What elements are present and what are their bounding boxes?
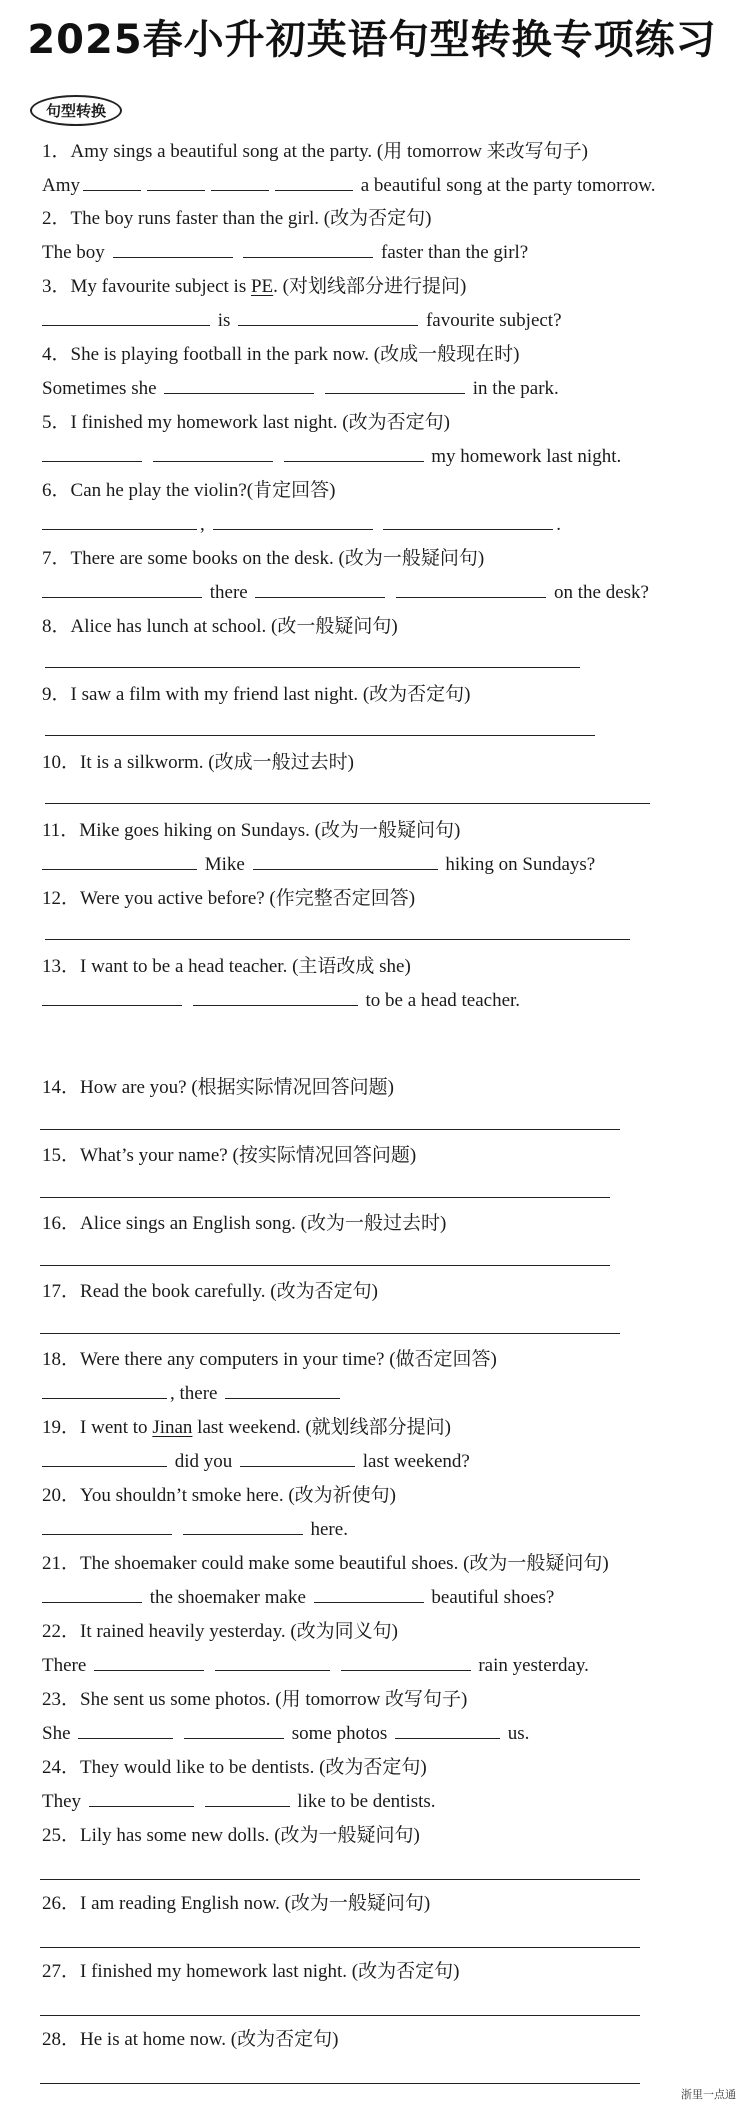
answer-line-22: There rain yesterday. (42, 1655, 589, 1676)
answer-rule-14 (40, 1129, 620, 1130)
answer-rule-25 (40, 1879, 640, 1880)
question-16: 16．Alice sings an English song. (改为一般过去时) (42, 1213, 447, 1234)
answer-rule-28 (40, 2083, 640, 2084)
answer-line-23: She some photos us. (42, 1723, 530, 1744)
answer-rule-17 (40, 1333, 620, 1334)
answer-rule-12 (45, 939, 630, 940)
question-24: 24．They would like to be dentists. (改为否定句) (42, 1757, 427, 1778)
question-28: 28．He is at home now. (改为否定句) (42, 2029, 339, 2050)
question-3: 3．My favourite subject is PE. (对划线部分进行提问) (42, 276, 467, 297)
question-20: 20．You shouldn’t smoke here. (改为祈使句) (42, 1485, 396, 1506)
answer-line-7: there on the desk? (42, 581, 649, 605)
question-1: 1．Amy sings a beautiful song at the party. (用 tomorrow 来改写句子) (42, 141, 589, 162)
question-21: 21．The shoemaker could make some beautiful shoes. (改为一般疑问句) (42, 1553, 609, 1574)
question-18: 18．Were there any computers in your time? (做否定回答) (42, 1349, 497, 1370)
question-7: 7．There are some books on the desk. (改为一般疑问句) (42, 548, 485, 569)
answer-line-11: Mike hiking on Sundays? (42, 853, 595, 877)
footer-watermark: 浙里一点通 (681, 2088, 736, 2101)
answer-rule-15 (40, 1197, 610, 1198)
answer-rule-9 (45, 735, 595, 736)
question-10: 10．It is a silkworm. (改成一般过去时) (42, 752, 354, 773)
question-9: 9．I saw a film with my friend last night. (改为否定句) (42, 684, 471, 705)
question-8: 8．Alice has lunch at school. (改一般疑问句) (42, 616, 398, 637)
answer-line-13: to be a head teacher. (42, 989, 520, 1013)
answer-rule-26 (40, 1947, 640, 1948)
question-13: 13．I want to be a head teacher. (主语改成 she) (42, 956, 411, 977)
answer-line-3: is favourite subject? (42, 309, 562, 333)
page-title: 2025春小升初英语句型转换专项练习 (27, 17, 717, 63)
answer-line-21: the shoemaker make beautiful shoes? (42, 1586, 554, 1610)
question-26: 26．I am reading English now. (改为一般疑问句) (42, 1893, 431, 1914)
answer-line-20: here. (42, 1518, 348, 1542)
question-14: 14．How are you? (根据实际情况回答问题) (42, 1077, 394, 1098)
question-4: 4．She is playing football in the park now. (改成一般现在时) (42, 344, 520, 365)
answer-line-2: The boy faster than the girl? (42, 242, 529, 263)
question-22: 22．It rained heavily yesterday. (改为同义句) (42, 1621, 398, 1642)
section-label: 句型转换 (30, 95, 122, 126)
question-2: 2．The boy runs faster than the girl. (改为否定句) (42, 208, 432, 229)
question-19: 19．I went to Jinan last weekend. (就划线部分提问) (42, 1417, 451, 1438)
answer-rule-27 (40, 2015, 640, 2016)
underlined-word: PE (250, 276, 274, 297)
answer-line-18: , there (42, 1382, 343, 1406)
answer-line-24: They like to be dentists. (42, 1791, 436, 1812)
answer-line-1: Amy a beautiful song at the party tomorrow. (42, 175, 656, 196)
answer-rule-10 (45, 803, 650, 804)
question-12: 12．Were you active before? (作完整否定回答) (42, 888, 416, 909)
question-11: 11．Mike goes hiking on Sundays. (改为一般疑问句) (42, 820, 461, 841)
answer-line-4: Sometimes she in the park. (42, 378, 559, 399)
question-5: 5．I finished my homework last night. (改为否定句) (42, 412, 450, 433)
question-27: 27．I finished my homework last night. (改为否定句) (42, 1961, 460, 1982)
question-15: 15．What’s your name? (按实际情况回答问题) (42, 1145, 417, 1166)
answer-line-6: , . (42, 513, 561, 537)
answer-line-19: did you last weekend? (42, 1450, 470, 1474)
answer-rule-16 (40, 1265, 610, 1266)
question-6: 6．Can he play the violin?(肯定回答) (42, 480, 336, 501)
question-17: 17．Read the book carefully. (改为否定句) (42, 1281, 378, 1302)
question-23: 23．She sent us some photos. (用 tomorrow 改写句子) (42, 1689, 468, 1710)
answer-line-5: my homework last night. (42, 445, 621, 469)
answer-rule-8 (45, 667, 580, 668)
question-25: 25．Lily has some new dolls. (改为一般疑问句) (42, 1825, 420, 1846)
underlined-word: Jinan (152, 1417, 193, 1438)
